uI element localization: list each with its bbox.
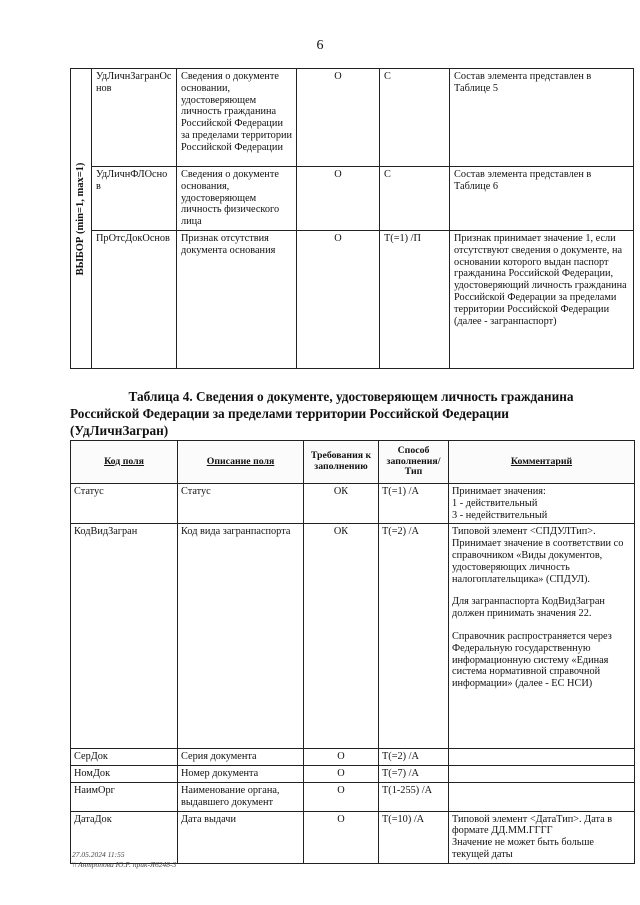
field-type: С <box>380 69 450 167</box>
field-description: Сведения о документе основании, удостоверяющем личность гражданина Российской Федерации за пределами территории Российской Федерации <box>177 69 297 167</box>
table-row <box>71 231 634 369</box>
comment-line: Типовой элемент <ДатаТип>. Дата в формате ДД.ММ.ГГГГ <box>452 813 613 837</box>
table4 <box>70 440 635 864</box>
field-requirement: О <box>297 167 380 231</box>
field-type: С <box>380 167 450 231</box>
footer-timestamp: 27.05.2024 11:55 <box>72 850 125 859</box>
field-requirement: ОК <box>304 524 379 749</box>
field-requirement: О <box>304 749 379 766</box>
field-description: Номер документа <box>178 766 304 783</box>
choice-group-cell <box>71 69 92 369</box>
table-row <box>71 484 635 524</box>
table-row <box>71 167 634 231</box>
table-row <box>71 524 635 749</box>
table-row <box>71 749 635 766</box>
field-comment: Признак принимает значение 1, если отсутствуют сведения о документе, на основании которого выдан паспорт гражданина Российской Федерации, удостоверяющий личность гражданина Российской Федерации за пределами территории Российской Федерации (далее - загранпаспорт) <box>450 231 634 369</box>
table4-title-line: (УдЛичнЗагран) <box>70 423 169 438</box>
field-comment <box>449 484 635 524</box>
table-row <box>71 766 635 783</box>
field-comment <box>449 524 635 749</box>
table4-title-line: Таблица 4. Сведения о документе, удостоверяющем личность гражданина <box>128 389 574 404</box>
field-code: ПрОтсДокОснов <box>92 231 177 369</box>
comment-line: 1 - действительный <box>452 497 538 509</box>
field-code: УдЛичнЗагранОснов <box>92 69 177 167</box>
field-comment <box>449 766 635 783</box>
header-code: Код поля <box>71 441 178 484</box>
header-type: Способ заполнения/ Тип <box>379 441 449 484</box>
field-description: Статус <box>178 484 304 524</box>
table-row <box>71 69 634 167</box>
field-code: НомДок <box>71 766 178 783</box>
table-row <box>71 811 635 863</box>
field-code: ДатаДок <box>71 811 178 863</box>
field-description: Наименование органа, выдавшего документ <box>178 782 304 811</box>
field-code: НаимОрг <box>71 782 178 811</box>
field-type: Т(=2) /А <box>379 749 449 766</box>
page-number: 6 <box>316 38 324 53</box>
field-comment <box>449 749 635 766</box>
field-requirement: О <box>297 231 380 369</box>
field-description: Код вида загранпаспорта <box>178 524 304 749</box>
field-type: Т(=7) /А <box>379 766 449 783</box>
field-type: Т(=10) /А <box>379 811 449 863</box>
choice-group-label: ВЫБОР (min=1, max=1) <box>75 162 87 275</box>
field-requirement: О <box>304 811 379 863</box>
field-code: КодВидЗагран <box>71 524 178 749</box>
table4-header-row <box>71 441 635 484</box>
comment-line: Значение не может быть больше текущей даты <box>452 837 594 860</box>
field-description: Признак отсутствия документа основания <box>177 231 297 369</box>
field-type: Т(1-255) /А <box>379 782 449 811</box>
field-comment: Состав элемента представлен в Таблице 5 <box>450 69 634 167</box>
field-code: СерДок <box>71 749 178 766</box>
field-requirement: О <box>297 69 380 167</box>
comment-line: Принимает значения: <box>452 486 546 497</box>
field-description: Сведения о документе основания, удостоверяющем личность физического лица <box>177 167 297 231</box>
comment-paragraph: Типовой элемент <СПДУЛТип>. Принимает значение в соответствии со справочником «Виды документов, удостоверяющих личность налогоплательщика» (СПДУЛ). <box>452 526 624 585</box>
field-comment <box>449 782 635 811</box>
field-requirement: О <box>304 782 379 811</box>
footer-signature: \\ Антропова Ю.Р. прик-Я6248-3 <box>72 860 177 869</box>
field-type: Т(=1) /А <box>379 484 449 524</box>
field-comment <box>449 811 635 863</box>
field-description: Серия документа <box>178 749 304 766</box>
field-requirement: О <box>304 766 379 783</box>
table4-title-line: Российской Федерации за пределами территории Российской Федерации <box>70 406 509 421</box>
field-description: Дата выдачи <box>178 811 304 863</box>
table-row <box>71 782 635 811</box>
choice-table <box>70 68 634 369</box>
header-requirement: Требования к заполнению <box>304 441 379 484</box>
field-requirement: ОК <box>304 484 379 524</box>
table4-title <box>70 388 632 439</box>
header-description: Описание поля <box>178 441 304 484</box>
field-type: Т(=2) /А <box>379 524 449 749</box>
field-code: Статус <box>71 484 178 524</box>
comment-paragraph: Справочник распространяется через Федеральную государственную информационную систему «Единая система нормативной справочной информации» (далее - ЕС НСИ) <box>452 630 612 690</box>
field-type: Т(=1) /П <box>380 231 450 369</box>
comment-paragraph: Для загранпаспорта КодВидЗагран должен принимать значения 22. <box>452 596 605 620</box>
field-comment: Состав элемента представлен в Таблице 6 <box>450 167 634 231</box>
header-comment: Комментарий <box>449 441 635 484</box>
comment-line: 3 - недействительный <box>452 509 548 521</box>
field-code: УдЛичнФЛОснов <box>92 167 177 231</box>
